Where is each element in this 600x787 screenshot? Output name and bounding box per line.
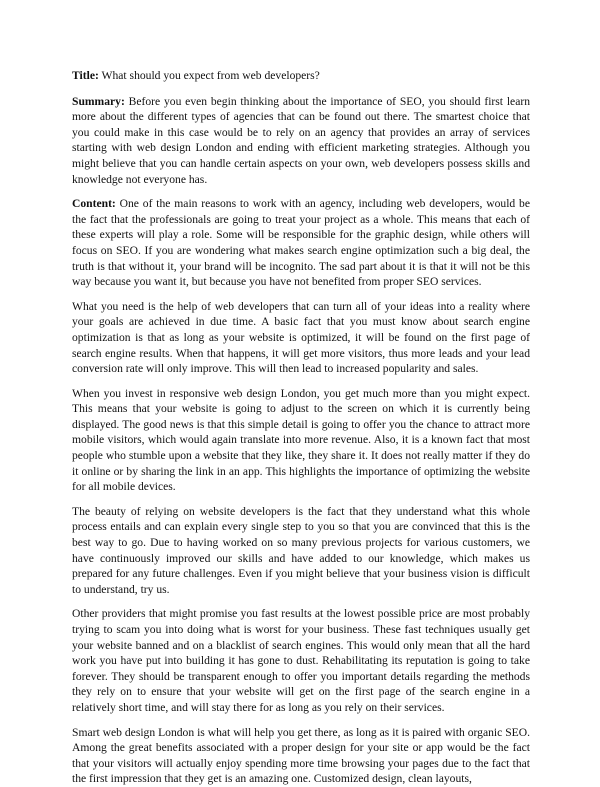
body-paragraph: Smart web design London is what will help you get there, as long as it is paired with organic SEO. Among the great benefits associated with a proper design for your site or app would be the fact that your visitors will actually enjoy spending more time browsing your pages due to the fact that the first impression that they get is an amazing one. Customized design, clean layouts, <box>72 725 530 786</box>
summary-label: Summary: <box>72 94 125 108</box>
content-text: One of the main reasons to work with an agency, including web developers, would be the fact that the professionals are going to treat your project as a whole. This means that each of these experts will play a role. Some will be responsible for the graphic design, while others will focus on SEO. If you are wondering what makes search engine optimization such a big deal, the truth is that without it, your brand will be incognito. The sad part about it is that it will not be this way because you want it, but because you have not benefited from proper SEO services. <box>72 197 530 289</box>
summary-paragraph <box>72 94 530 188</box>
title-text: What should you expect from web developers? <box>101 69 320 82</box>
content-paragraph <box>72 196 530 290</box>
body-paragraph: When you invest in responsive web design London, you get much more than you might expect. This means that your website is going to adjust to the screen on which it is currently being displayed. The good news is that this simple detail is going to offer you the chance to attract more mobile visitors, which would again translate into more revenue. Also, it is a known fact that most people who stumble upon a website that they like, they share it. It does not really matter if they do it online or by sharing the link in an app. This highlights the importance of optimizing the website for all mobile devices. <box>72 386 530 494</box>
body-paragraph: Other providers that might promise you fast results at the lowest possible price are most probably trying to scam you into doing what is worst for your business. These fast techniques usually get your website banned and on a blacklist of search engines. This would only mean that all the hard work you have put into building it has gone to dust. Rehabilitating its reputation is going to take forever. They should be transparent enough to offer you important details regarding the methods they rely on to ensure that your website will get on the first page of the search engine in a relatively short time, and will stay there for as long as you rely on their services. <box>72 607 530 714</box>
body-paragraph: The beauty of relying on website developers is the fact that they understand what this whole process entails and can explain every single step to you so that you are convinced that this is the best way to go. Due to having worked on so many previous projects for various customers, we have continuously improved our skills and have added to our knowledge, which makes us prepared for any future challenges. Even if you might believe that your business vision is difficult to understand, try us. <box>72 504 530 596</box>
summary-text: Before you even begin thinking about the importance of SEO, you should first learn more about the different types of agencies that can be found out there. The smartest choice that you could make in this case would be to rely on an agency that provides an array of services starting with web design London and ending with efficient marketing strategies. Although you might believe that you can handle certain aspects on your own, web developers possess skills and knowledge not everyone has. <box>72 94 530 186</box>
title-line <box>72 68 530 84</box>
title-label: Title: <box>72 69 99 82</box>
content-label: Content: <box>72 197 116 211</box>
body-paragraph: What you need is the help of web developers that can turn all of your ideas into a reality where your goals are achieved in due time. A basic fact that you must know about search engine optimization is that as long as your website is optimized, it will be found on the first page of search engine results. When that happens, it will get more visitors, thus more leads and your lead conversion rate will only improve. This will then lead to increased popularity and sales. <box>72 299 530 376</box>
